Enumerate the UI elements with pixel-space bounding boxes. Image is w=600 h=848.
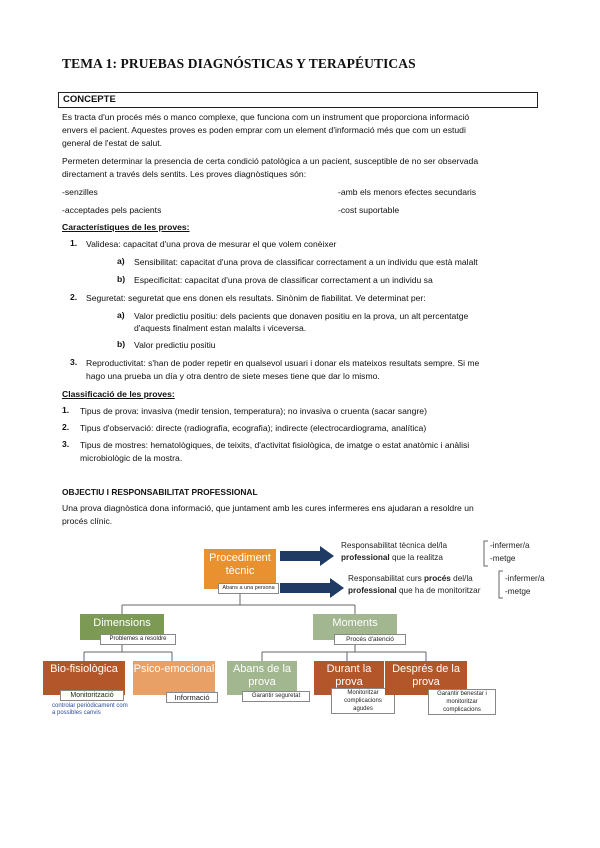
objectiu-line-2: procés clínic. [62,516,113,526]
responsabilitat-curs-a: Responsabilitat curs [348,574,424,583]
procediment-label: Abans a una persona [218,583,279,594]
classification-3-line-1: Tipus de mostres: hematològiques, de teixits, d'activitat fisiològica, de imatge o estat anatòmic i anàlisi [80,440,470,450]
despres-prova-box: Després de la prova [385,661,467,695]
characteristic-vpp-line-1: Valor predictiu positiu: dels pacients que donaven positiu en la prova, un alt percentatge [134,311,469,321]
list-number: 1. [70,238,78,248]
concept-paragraph-1-line-2: envers el pacient. Aquestes proves es poden emprar com un element d'informació més que com un estudi [62,125,466,135]
list-number: 1. [62,405,70,415]
resp2-side-1: -infermer/a [505,574,545,583]
durant-label: Monitoritzar complicacions agudes [331,688,395,714]
classification-2: Tipus d'observació: directe (radiografia, ecografia); indirecte (electrocardiograma, analítica) [80,423,427,433]
list-letter: a) [117,310,125,320]
characteristics-heading: Característiques de les proves: [62,222,190,232]
list-number: 2. [62,422,70,432]
list-number: 2. [70,292,78,302]
classification-3-line-2: microbiològic de la mostra. [80,453,183,463]
bracket-2 [499,571,503,598]
objectiu-line-1: Una prova diagnòstica dona informació, que juntament amb les cures infermeres ens ajudaran a resoldre un [62,503,474,513]
classification-1: Tipus de prova: invasiva (medir tension, temperatura); no invasiva o cruenta (sacar sangre) [80,406,427,416]
arrow-to-responsabilitat-tecnica [280,546,334,566]
characteristic-vpp-2: Valor predictiu positiu [134,340,216,350]
resp2-side-2: -metge [505,587,531,596]
concept-paragraph-2-line-1: Permeten determinar la presencia de certa condició patològica a un pacient, susceptible de no ser observada [62,156,479,166]
abans-label: Garantir seguretat [242,691,310,702]
responsabilitat-tecnica-line-1: Responsabilitat tècnica del/la [341,541,448,550]
list-item-left-1: -senzilles [62,187,98,197]
responsabilitat-curs-tail: que ha de monitoritzar [396,586,481,595]
procediment-tecnic-box: Procediment tècnic [204,549,276,589]
responsabilitat-curs-line-1 [348,573,473,584]
bracket-1 [484,541,488,566]
dimensions-label: Problemes a resoldre [100,634,176,645]
list-letter: b) [117,274,126,284]
durant-prova-box: Durant la prova [314,661,384,695]
bio-label: Monitorització [60,690,124,701]
responsabilitat-tecnica-tail: que la realitza [389,553,443,562]
page-title: TEMA 1: PRUEBAS DIAGNÓSTICAS Y TERAPÉUTICAS [62,56,416,71]
characteristic-reproductivitat-line-1: Reproductivitat: s'han de poder repetir en qualsevol usuari i donar els mateixos resultats sempre. Si me [86,358,480,368]
objectiu-heading: OBJECTIU I RESPONSABILITAT PROFESSIONAL [62,487,258,497]
professional-bold: professional [348,586,397,595]
list-item-right-1: -amb els menors efectes secundaris [338,187,477,197]
characteristic-reproductivitat-line-2: hago una prueba un día y otra dentro de siete meses tiene que dar lo mismo. [86,371,380,381]
responsabilitat-curs-line-2 [348,585,480,596]
bio-fisiologica-box: Bio-fisiològica [43,661,125,695]
classification-heading: Classificació de les proves: [62,389,175,399]
characteristic-vpp-line-2: d'aquests finalment estan malalts i viceversa. [134,323,307,333]
list-number: 3. [62,439,70,449]
list-letter: b) [117,339,126,349]
characteristic-seguretat: Seguretat: seguretat que ens donen els resultats. Sinònim de fiabilitat. Ve determinat per: [86,293,426,303]
characteristic-especificitat: Especificitat: capacitat d'una prova de classificar correctament a un individu sa [134,275,433,285]
responsabilitat-tecnica-line-2 [341,552,443,563]
concept-paragraph-1-line-3: general de l'estat de salut. [62,138,163,148]
psico-emocional-box: Psico-emocional [133,661,215,695]
moments-box: Moments [313,614,397,640]
bio-note: controlar periòdicament com a possibles canvis [52,703,128,716]
arrow-to-responsabilitat-curs [280,578,344,598]
moments-label: Procés d'atenció [334,634,406,645]
concept-paragraph-1-line-1: Es tracta d'un procés més o manco complexe, que funciona com un instrument que proporciona informació [62,112,470,122]
responsabilitat-curs-c: del/la [450,574,473,583]
concept-paragraph-2-line-2: directament a través dels sentits. Les proves diagnòstiques són: [62,169,307,179]
psico-label: Informació [166,692,218,703]
dimensions-box: Dimensions [80,614,164,640]
abans-prova-box: Abans de la prova [227,661,297,695]
list-number: 3. [70,357,78,367]
characteristic-sensibilitat: Sensibilitat: capacitat d'una prova de classificar correctament a un individu que està malalt [134,257,478,267]
professional-bold: professional [341,553,390,562]
resp1-side-1: -infermer/a [490,541,530,550]
despres-label: Garantir benestar i monitoritzar complicacions [428,689,496,715]
concept-header: CONCEPTE [58,92,538,108]
tree-line-level-1 [122,593,355,614]
proces-bold: procés [424,574,451,583]
list-item-left-2: -acceptades pels pacients [62,205,162,215]
list-letter: a) [117,256,125,266]
list-item-right-2: -cost suportable [338,205,400,215]
characteristic-validesa: Validesa: capacitat d'una prova de mesurar el que volem conèixer [86,239,337,249]
resp1-side-2: -metge [490,554,516,563]
